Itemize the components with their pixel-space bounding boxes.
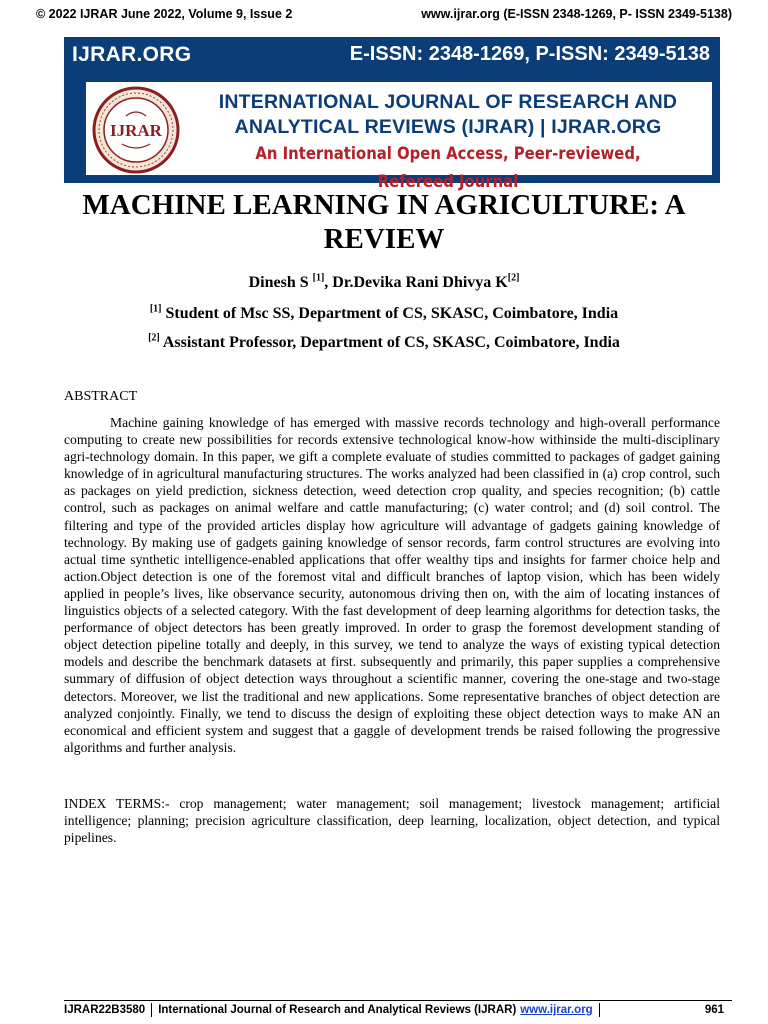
banner-issn: E-ISSN: 2348-1269, P-ISSN: 2349-5138	[349, 43, 710, 65]
footer-divider	[151, 1003, 152, 1017]
logo-text: IJRAR	[110, 121, 162, 140]
author-2-ref: [2]	[507, 272, 520, 284]
affiliation-2-text: Assistant Professor, Department of CS, SKASC, Coimbatore, India	[159, 334, 620, 351]
header-right: www.ijrar.org (E-ISSN 2348-1269, P- ISSN 2349-5138)	[421, 7, 732, 21]
author-1-ref: [1]	[312, 272, 325, 284]
footer-divider-2	[599, 1003, 600, 1017]
paper-title: MACHINE LEARNING IN AGRICULTURE: A REVIEW	[82, 189, 686, 255]
page-header	[36, 5, 732, 23]
journal-line-1: INTERNATIONAL JOURNAL OF RESEARCH AND	[218, 91, 678, 113]
authors	[40, 274, 728, 292]
page-number: 961	[704, 1004, 724, 1016]
footer-id: IJRAR22B3580	[64, 1004, 146, 1016]
affiliation-2-ref: [2]	[148, 332, 160, 344]
banner-bar	[64, 37, 720, 72]
author-2: Dr.Devika Rani Dhivya K	[332, 274, 508, 291]
ijrar-logo-icon	[92, 86, 180, 174]
abstract-body: Machine gaining knowledge of has emerged with massive records technology and high-overall performance computing to create new possibilities for records extensive technological know-how withinside the multi-disciplinary agri-technology domain. In this paper, we gift a complete evaluate of studies committed to packages of gadget gaining knowledge of in agricultural manufacturing structures. The works analyzed had been classified in (a) crop control, such as packages on yield prediction, sickness detection, weed detection crop quality, and species recognition; (b) cattle control, such as packages on animal welfare and cattle manufacturing; (c) water control; and (d) soil control. The filtering and type of the provided articles display how agriculture will advantage of gadgets gaining knowledge of technology. By making use of gadgets gaining knowledge of sensor records, farm control structures are evolving into actual time synthetic intelligence-enabled applications that offer wealthy tips and insights for farmer choice help and action.Object detection is one of the foremost vital and difficult branches of laptop vision, which has been widely applied in people’s lives, like observance security, autonomous driving then on, with the aim of locating instances of linguistics objects of a selected category. With the fast development of deep learning algorithms for detection tasks, the performance of object detectors has been greatly improved. In order to grasp the foremost development standing of object detection pipeline totally and deeply, in this survey, we tend to analyze the ways of existing typical detection models and describe the benchmark datasets at first. subsequently and primarily, this paper supplies a comprehensive summary of diffusion of object detection ways throughout a scientific manner, covering the one-stage and two-stage detectors. Moreover, we list the traditional and new applications. Some representative branches of object detection are analyzed conjointly. Finally, we tend to discuss the design of exploiting these object detection ways to make AN an economical and efficient system and suggest that a gaggle of development trends be raised following the progressive algorithms and further analysis.	[64, 415, 720, 755]
affiliation-1	[40, 305, 728, 323]
affiliation-2	[40, 334, 728, 352]
banner-text	[190, 90, 706, 196]
index-terms: INDEX TERMS:- crop management; water management; soil management; livestock management; artificial intelligence; planning; precision agriculture classification, deep learning, localization, object detection, and typical pipelines.	[64, 796, 720, 846]
affiliation-1-ref: [1]	[149, 303, 162, 315]
banner-site: IJRAR.ORG	[72, 42, 192, 66]
header-left: © 2022 IJRAR June 2022, Volume 9, Issue 2	[36, 7, 293, 21]
journal-line-2: ANALYTICAL REVIEWS (IJRAR) | IJRAR.ORG	[234, 116, 662, 138]
author-1: Dinesh S	[248, 274, 309, 291]
footer-link[interactable]: www.ijrar.org	[520, 1004, 593, 1016]
banner-body	[86, 82, 712, 191]
abstract-heading: ABSTRACT	[64, 389, 138, 404]
journal-banner	[64, 37, 720, 191]
journal-tagline: An International Open Access, Peer-reviewed, Refereed Journal	[255, 144, 641, 191]
footer-journal: International Journal of Research and Analytical Reviews (IJRAR)	[158, 1004, 517, 1016]
affiliation-1-text: Student of Msc SS, Department of CS, SKASC, Coimbatore, India	[161, 305, 619, 322]
author-separator: ,	[324, 274, 333, 291]
page-footer	[64, 1000, 732, 1019]
